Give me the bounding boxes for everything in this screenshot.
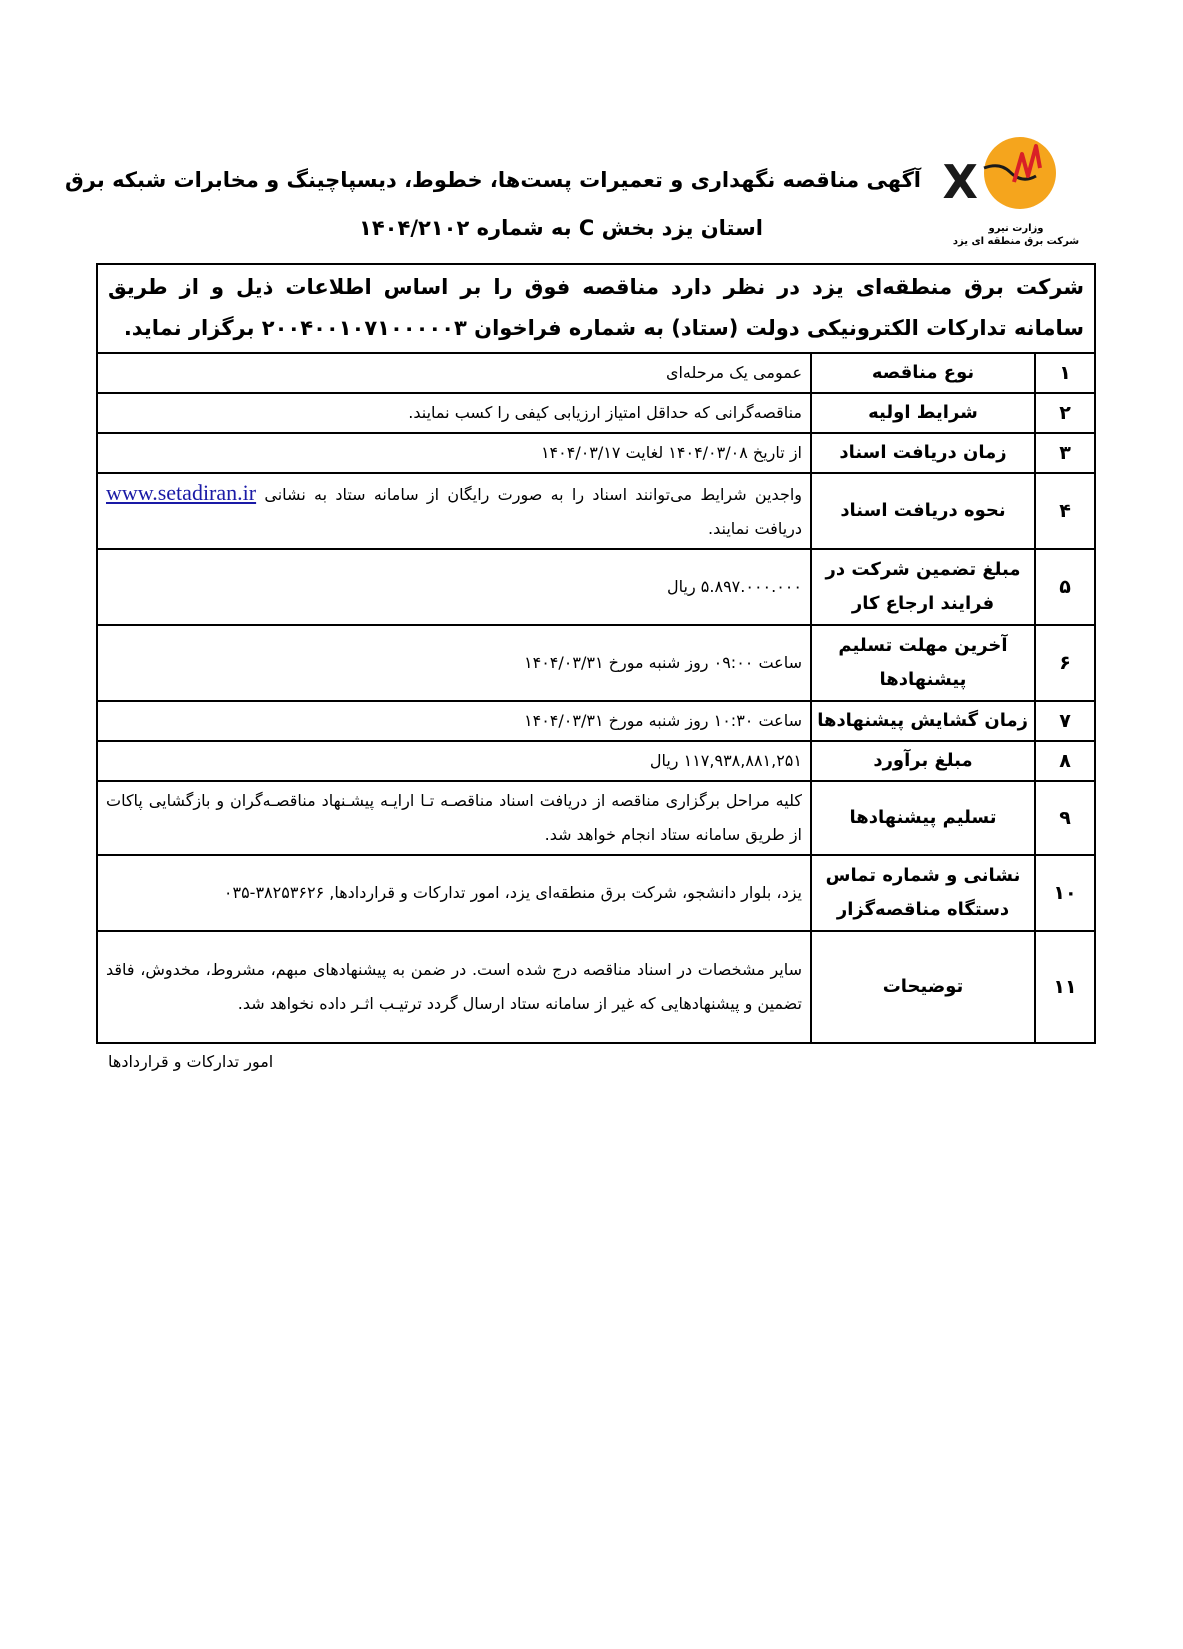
row-label: نشانی و شماره تماس دستگاه مناقصه‌گزار [811,855,1035,931]
table-row [97,701,1095,741]
table-row [97,625,1095,701]
title-line-2: استان یزد بخش C به شماره ۱۴۰۴/۲۱۰۲ [359,216,763,240]
table-row [97,549,1095,625]
table-row [97,353,1095,393]
row-number: ۴ [1035,473,1095,549]
row-number: ۲ [1035,393,1095,433]
row-value: ۵.۸۹۷.۰۰۰.۰۰۰ ریال [97,549,811,625]
row-value-text-after: دریافت نمایند. [708,519,802,538]
row-value [97,473,811,549]
row-value: مناقصه‌گرانی که حداقل امتیاز ارزیابی کیفی را کسب نمایند. [97,393,811,433]
row-label: تسلیم پیشنهادها [811,781,1035,855]
row-label: زمان گشایش پیشنهادها [811,701,1035,741]
row-label: توضیحات [811,931,1035,1043]
table-row [97,473,1095,549]
logo-company-text: شرکت برق منطقه ای یزد [952,236,1080,247]
logo-ministry-text: وزارت نیرو [988,223,1044,234]
row-number: ۱۰ [1035,855,1095,931]
table-row [97,781,1095,855]
setadiran-link[interactable]: www.setadiran.ir [106,480,257,505]
table-row [97,433,1095,473]
row-number: ۷ [1035,701,1095,741]
row-label: زمان دریافت اسناد [811,433,1035,473]
row-value: کلیه مراحل برگزاری مناقصه از دریافت اسناد مناقصـه تـا ارایـه پیشـنهاد مناقصـه‌گران و بازگشایی پاکات از طریق سامانه ستاد انجام خواهد شد. [97,781,811,855]
table-row [97,741,1095,781]
row-value-text: واجدین شرایط می‌توانند اسناد را به صورت رایگان از سامانه ستاد به نشانی [264,485,803,504]
row-value: عمومی یک مرحله‌ای [97,353,811,393]
row-label: آخرین مهلت تسلیم پیشنهادها [811,625,1035,701]
title-line-1: آگهی مناقصه نگهداری و تعمیرات پست‌ها، خطوط، دیسپاچینگ و مخابرات شبکه برق [65,168,921,192]
row-value: ۱۱۷,۹۳۸,۸۸۱,۲۵۱ ریال [97,741,811,781]
row-value: ساعت ۱۰:۳۰ روز شنبه مورخ ۱۴۰۴/۰۳/۳۱ [97,701,811,741]
row-number: ۶ [1035,625,1095,701]
row-label: مبلغ برآورد [811,741,1035,781]
row-value: یزد، بلوار دانشجو، شرکت برق منطقه‌ای یزد، امور تدارکات و قراردادها, ۳۸۲۵۳۶۲۶-۰۳۵ [97,855,811,931]
row-label: نحوه دریافت اسناد [811,473,1035,549]
table-row [97,855,1095,931]
row-number: ۹ [1035,781,1095,855]
footer-signature: امور تدارکات و قراردادها [108,1052,274,1071]
row-value: سایر مشخصات در اسناد مناقصه درج شده است. در ضمن به پیشنهادهای مبهم، مشروط، مخدوش، فاقد تضمین و پیشنهادهایی که غیر از سامانه ستاد ارسال گردد ترتیـب اثـر داده نخواهد شد. [97,931,811,1043]
row-number: ۱۱ [1035,931,1095,1043]
row-label: نوع مناقصه [811,353,1035,393]
row-value: از تاریخ ۱۴۰۴/۰۳/۰۸ لغایت ۱۴۰۴/۰۳/۱۷ [97,433,811,473]
row-value: ساعت ۰۹:۰۰ روز شنبه مورخ ۱۴۰۴/۰۳/۳۱ [97,625,811,701]
table-row [97,393,1095,433]
tender-details-table [96,263,1096,1044]
page-title [65,156,921,252]
table-row [97,931,1095,1043]
row-number: ۸ [1035,741,1095,781]
intro-text: شرکت برق منطقه‌ای یزد در نظر دارد مناقصه فوق را بر اساس اطلاعات ذیل و از طریق سامانه تدارکات الکترونیکی دولت (ستاد) به شماره فراخوان ۲۰۰۴۰۰۱۰۷۱۰۰۰۰۰۳ برگزار نماید. [97,264,1095,353]
header-logo-block [941,132,1091,249]
row-number: ۳ [1035,433,1095,473]
svg-text:X: X [942,155,978,209]
row-number: ۱ [1035,353,1095,393]
intro-row [97,264,1095,353]
row-label: شرایط اولیه [811,393,1035,433]
row-number: ۵ [1035,549,1095,625]
tavanir-logo-icon [942,132,1062,214]
row-label: مبلغ تضمین شرکت در فرایند ارجاع کار [811,549,1035,625]
